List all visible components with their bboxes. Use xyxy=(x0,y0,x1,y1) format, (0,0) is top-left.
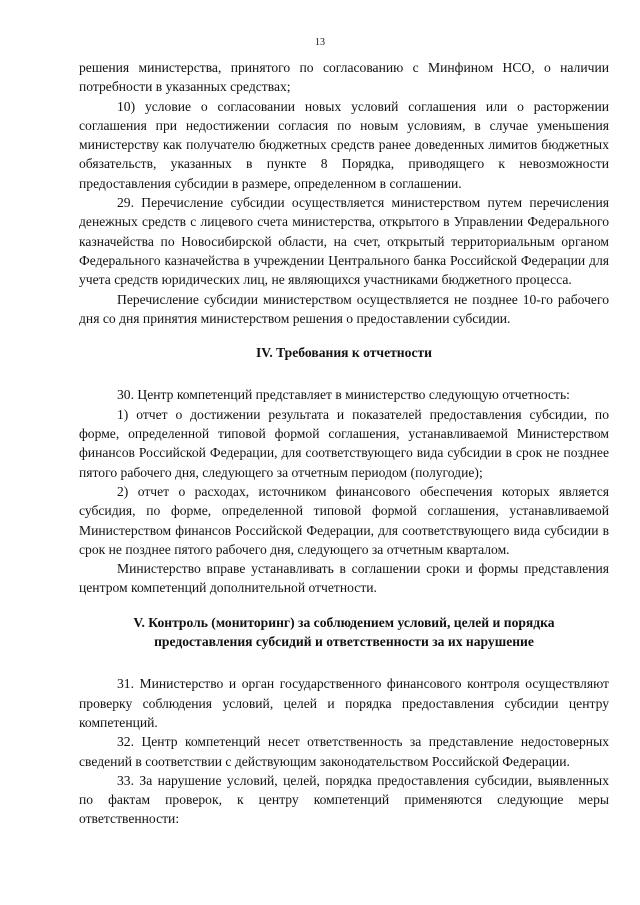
section-5-heading-line-1: V. Контроль (мониторинг) за соблюдением условий, целей и порядка xyxy=(133,614,555,630)
paragraph-30-item-1: 1) отчет о достижении результата и показателей предоставления субсидии, по форме, определенной типовой формой соглашения, устанавливаемой Министерством финансов Российской Федерации, для соответствующего вида субсидии в срок не позднее пятого рабочего дня, следующего за отчетным периодом (полугодие); xyxy=(79,406,609,480)
paragraph-32: 32. Центр компетенций несет ответственность за представление недостоверных сведений в соответствии с действующим законодательством Российской Федерации. xyxy=(79,734,609,769)
paragraph-30: 30. Центр компетенций представляет в министерство следующую отчетность: xyxy=(117,387,570,403)
document-body xyxy=(79,58,609,829)
page-number: 13 xyxy=(315,37,325,48)
section-4-heading: IV. Требования к отчетности xyxy=(255,345,432,361)
paragraph-transfer-deadline: Перечисление субсидии министерством осуществляется не позднее 10-го рабочего дня со дня принятия министерством решения о предоставлении субсидии. xyxy=(79,291,609,326)
section-5-heading-line-2: предоставления субсидий и ответственности за их нарушение xyxy=(154,634,534,650)
paragraph-33: 33. За нарушение условий, целей, порядка предоставления субсидии, выявленных по фактам проверок, к центру компетенций применяются следующие меры ответственности: xyxy=(79,772,609,827)
paragraph-29: 29. Перечисление субсидии осуществляется министерством путем перечисления денежных средств с лицевого счета министерства, открытого в Управлении Федерального казначейства по Новосибирской области, на счет, открытый территориальным органом Федерального казначейства в учреждении Центрального банка Российской Федерации для учета средств юридических лиц, не являющихся участниками бюджетного процесса. xyxy=(79,195,609,288)
paragraph-continuation: решения министерства, принятого по согласованию с Минфином НСО, о наличии потребности в указанных средствах; xyxy=(79,60,609,95)
paragraph-item-10: 10) условие о согласовании новых условий соглашения или о расторжении соглашения при недостижении согласия по новым условиям, в случае уменьшения министерству как получателю бюджетных средств ранее доведенных лимитов бюджетных обязательств, указанных в пункте 8 Порядка, приводящего к невозможности предоставления субсидии в размере, определенном в соглашении. xyxy=(79,98,609,191)
paragraph-30-item-2: 2) отчет о расходах, источником финансового обеспечения которых является субсидия, по форме, определенной типовой формой соглашения, устанавливаемой Министерством финансов Российской Федерации, для соответствующего вида субсидии в срок не позднее пятого рабочего дня, следующего за отчетным кварталом. xyxy=(79,483,609,557)
paragraph-31: 31. Министерство и орган государственного финансового контроля осуществляют проверку соблюдения условий, целей и порядка предоставления субсидии центру компетенций. xyxy=(79,676,609,730)
paragraph-additional-reporting: Министерство вправе устанавливать в соглашении сроки и формы представления центром компетенций дополнительной отчетности. xyxy=(79,561,609,596)
